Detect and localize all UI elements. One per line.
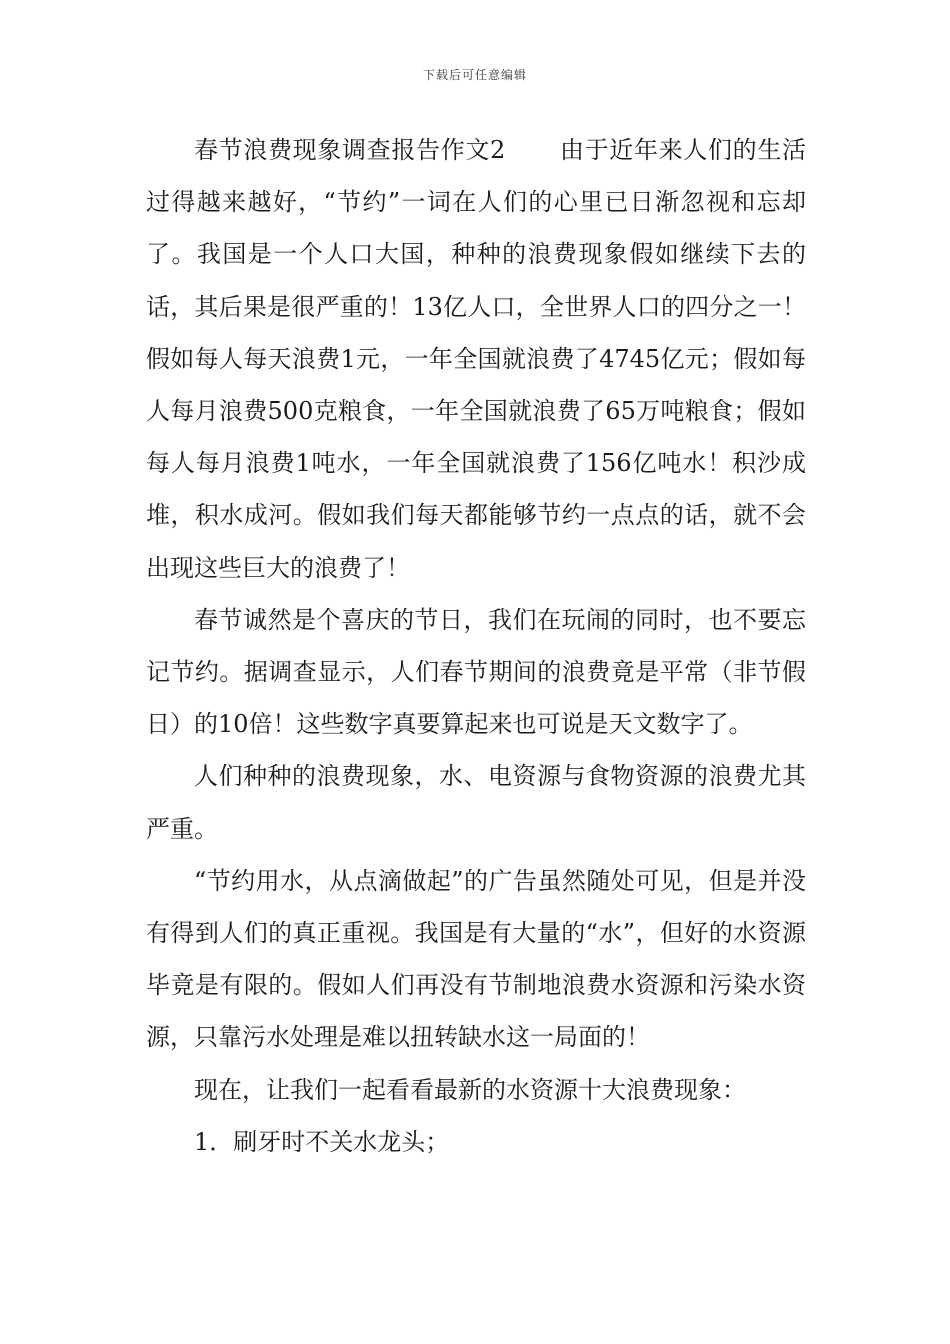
paragraph: 人们种种的浪费现象，水、电资源与食物资源的浪费尤其严重。	[146, 762, 806, 843]
paragraph: 春节诚然是个喜庆的节日，我们在玩闹的同时，也不要忘记节约。据调查显示，人们春节期间的浪费竟是平常（非节假日）的10倍！这些数字真要算起来也可说是天文数字了。	[146, 605, 806, 739]
document-body	[146, 124, 806, 1168]
paragraph-intro	[146, 124, 806, 594]
document-title: 春节浪费现象调查报告作文2	[194, 136, 506, 164]
list-item: 1．刷牙时不关水龙头；	[194, 1127, 450, 1156]
page-header-note: 下载后可任意编辑	[422, 68, 527, 82]
paragraph: 现在，让我们一起看看最新的水资源十大浪费现象：	[194, 1075, 746, 1104]
paragraph: “节约用水，从点滴做起”的广告虽然随处可见，但是并没有得到人们的真正重视。我国是有大量的“水”，但好的水资源毕竟是有限的。假如人们再没有节制地浪费水资源和污染水资源，只靠污水处理是难以扭转缺水这一局面的！	[146, 866, 806, 1052]
paragraph-text: 由于近年来人们的生活过得越来越好，“节约”一词在人们的心里已日渐忽视和忘却了。我国是一个人口大国，种种的浪费现象假如继续下去的话，其后果是很严重的！13亿人口，全世界人口的四分之一！假如每人每天浪费1元，一年全国就浪费了4745亿元；假如每人每月浪费500克粮食，一年全国就浪费了65万吨粮食；假如每人每月浪费1吨水，一年全国就浪费了156亿吨水！积沙成堆，积水成河。假如我们每天都能够节约一点点的话，就不会出现这些巨大的浪费了！	[146, 136, 806, 582]
